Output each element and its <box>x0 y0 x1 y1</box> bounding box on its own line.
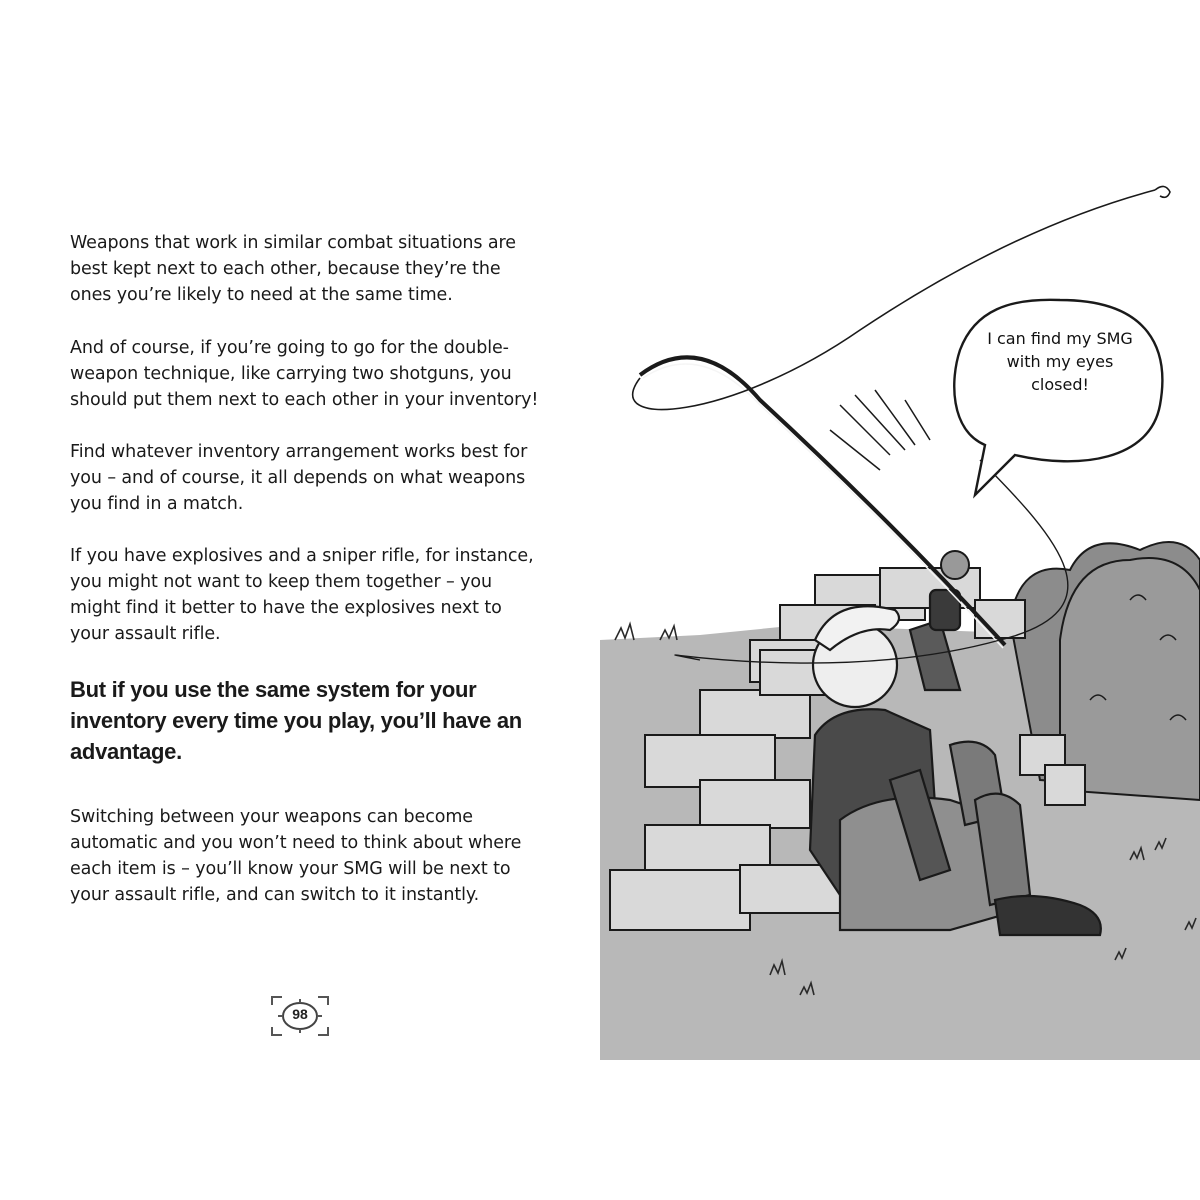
paragraph-4: If you have explosives and a sniper rifle, for instance, you might not want to keep them together – you might find it better to have the explosives next to your assault rifle. <box>70 546 534 644</box>
paragraph-3: Find whatever inventory arrangement works best for you – and of course, it all depends on what weapons you find in a match. <box>70 442 528 514</box>
cartoon-illustration <box>600 170 1200 1060</box>
speech-bubble-text: I can find my SMG with my eyes closed! <box>987 329 1133 394</box>
page-number: 98 <box>292 1006 308 1022</box>
paragraph-1: Weapons that work in similar combat situations are best kept next to each other, because they’re the ones you’re likely to need at the same time. <box>70 233 516 305</box>
callout-text: But if you use the same system for your inventory every time you play, you’ll have an advantage. <box>70 677 522 764</box>
paragraph-2: And of course, if you’re going to go for the double-weapon technique, like carrying two shotguns, you should put them next to each other in your inventory! <box>70 338 539 410</box>
page-number-badge <box>270 995 330 1037</box>
paragraph-5: Switching between your weapons can become automatic and you won’t need to think about where each item is – you’ll know your SMG will be next to your assault rifle, and can switch to it instantly. <box>70 807 522 905</box>
